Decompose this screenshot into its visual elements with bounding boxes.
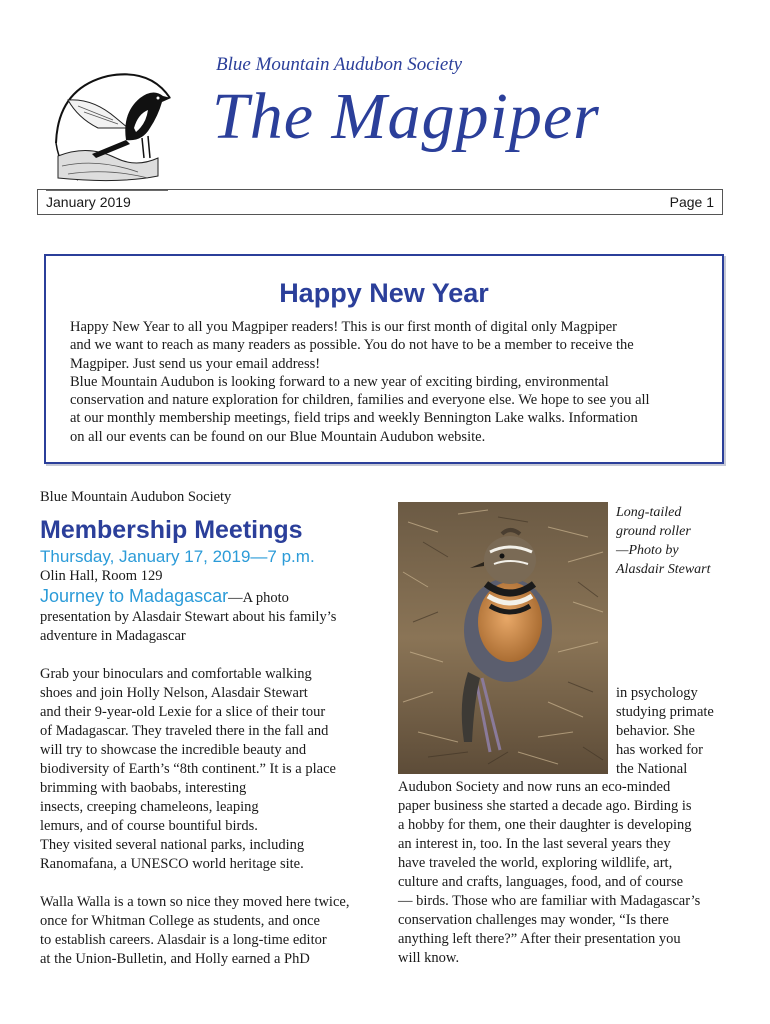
message-line: Blue Mountain Audubon is looking forward to a new year of exciting birding, environmental	[70, 373, 609, 390]
bird-photo	[398, 502, 608, 774]
photo-caption	[616, 503, 726, 579]
body-line: They visited several national parks, including	[40, 837, 305, 853]
body-line: behavior. She	[616, 723, 695, 739]
body-line: to establish careers. Alasdair is a long-time editor	[40, 932, 327, 948]
message-line: Magpiper. Just send us your email address!	[70, 355, 321, 372]
body-line: a hobby for them, one their daughter is developing	[398, 817, 692, 833]
message-line: Happy New Year to all you Magpiper readers! This is our first month of digital only Magpiper	[70, 319, 618, 335]
talk-desc: —A photo	[228, 590, 289, 606]
caption-line: Long-tailed	[616, 505, 682, 520]
body-line: the National	[616, 761, 688, 777]
body-line: once for Whitman College as students, and once	[40, 913, 320, 929]
body-line: at the Union-Bulletin, and Holly earned a PhD	[40, 951, 310, 967]
body-line: will try to showcase the incredible beauty and	[40, 742, 307, 758]
talk-desc: adventure in Madagascar	[40, 628, 186, 644]
caption-line: ground roller	[616, 524, 691, 539]
body-line: insects, creeping chameleons, leaping	[40, 799, 259, 815]
message-line: and we want to reach as many readers as possible. You do not have to be a member to receive the	[70, 337, 634, 354]
body-line: — birds. Those who are familiar with Madagascar’s	[398, 893, 701, 909]
body-line: has worked for	[616, 742, 703, 758]
continued-article	[398, 778, 730, 968]
talk-line	[40, 586, 385, 608]
body-line: Audubon Society and now runs an eco-minded	[398, 779, 671, 795]
body-line: studying primate	[616, 704, 714, 720]
issue-date: January 2019	[46, 194, 131, 210]
page-number: Page 1	[669, 194, 714, 210]
body-line: culture and crafts, languages, food, and of course	[398, 874, 684, 890]
body-line: biodiversity of Earth’s “8th continent.” It is a place	[40, 761, 336, 777]
wrapped-text	[616, 684, 728, 779]
org-title: Blue Mountain Audubon Society	[216, 54, 463, 75]
body-line: of Madagascar. They traveled there in the fall and	[40, 723, 329, 739]
caption-line: —Photo by	[616, 543, 679, 558]
body-line: in psychology	[616, 685, 698, 701]
body-line: conservation challenges may wonder, “Is there	[398, 912, 669, 928]
caption-line: Alasdair Stewart	[616, 562, 711, 577]
meeting-date: Thursday, January 17, 2019—7 p.m.	[40, 547, 315, 566]
body-line: an interest in, too. In the last several years they	[398, 836, 671, 852]
body-line: Walla Walla is a town so nice they moved here twice,	[40, 894, 350, 910]
body-line: shoes and join Holly Nelson, Alasdair Stewart	[40, 685, 308, 701]
body-line: paper business she started a decade ago. Birding is	[398, 798, 692, 814]
new-year-message	[70, 318, 696, 446]
new-year-box	[44, 254, 724, 464]
body-line: anything left there?” After their presentation you	[398, 931, 681, 947]
talk-desc: presentation by Alasdair Stewart about his family’s	[40, 609, 337, 625]
section-org-label: Blue Mountain Audubon Society	[40, 489, 232, 505]
message-line: on all our events can be found on our Blue Mountain Audubon website.	[70, 428, 486, 445]
message-line: conservation and nature exploration for children, families and everyone else. We hope to see you all	[70, 392, 650, 409]
talk-title: Journey to Madagascar	[40, 586, 229, 606]
section-heading: Membership Meetings	[40, 516, 303, 544]
body-line: brimming with baobabs, interesting	[40, 780, 247, 796]
newsletter-masthead: The Magpiper	[212, 80, 600, 153]
meetings-article	[40, 488, 385, 969]
body-line: will know.	[398, 950, 460, 966]
body-line: Ranomafana, a UNESCO world heritage site.	[40, 856, 304, 872]
magpie-logo-icon	[38, 58, 186, 198]
body-line: and their 9-year-old Lexie for a slice of their tour	[40, 704, 326, 720]
new-year-title: Happy New Year	[279, 278, 489, 308]
body-line: have traveled the world, exploring wildlife, art,	[398, 855, 673, 871]
message-line: at our monthly membership meetings, field trips and weekly Bennington Lake walks. Information	[70, 410, 638, 427]
body-line: lemurs, and of course bountiful birds.	[40, 818, 258, 834]
body-line: Grab your binoculars and comfortable walking	[40, 666, 312, 682]
issue-bar	[37, 189, 723, 215]
meeting-location: Olin Hall, Room 129	[40, 568, 163, 584]
